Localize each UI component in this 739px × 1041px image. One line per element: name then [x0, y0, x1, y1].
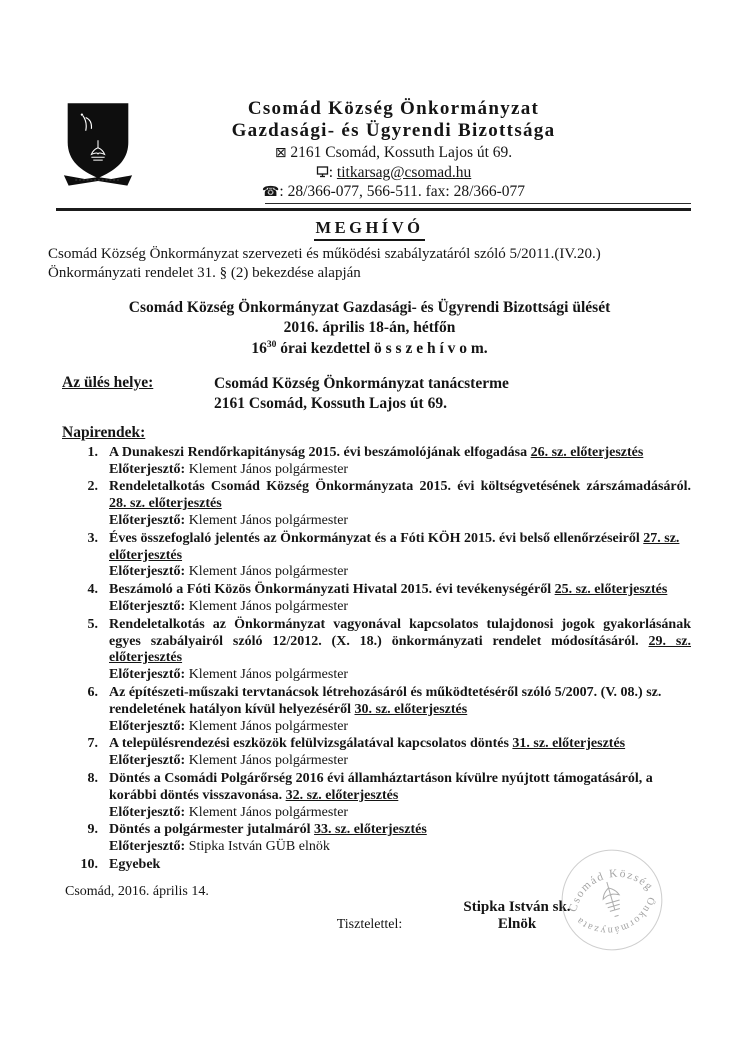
agenda-item-body — [109, 531, 691, 581]
agenda-item — [62, 685, 691, 735]
agenda-item-title — [109, 479, 691, 513]
agenda-item-number: 3. — [87, 530, 98, 546]
agenda-item-title — [109, 582, 691, 599]
agenda-item-body — [109, 736, 691, 770]
proposal-ref: 31. sz. előterjesztés — [512, 736, 626, 752]
agenda-item-title — [109, 445, 691, 462]
agenda-item-title — [109, 822, 691, 839]
agenda-title-text: Éves összefoglaló jelentés az Önkormányzat és a Fóti KÖH 2015. évi belső ellenőrzéseiről — [109, 530, 644, 546]
presenter-name: Klement János polgármester — [185, 804, 349, 820]
presenter-label: Előterjesztő: — [109, 718, 186, 734]
presenter-label: Előterjesztő: — [109, 839, 186, 855]
agenda-item-body — [109, 445, 691, 479]
presenter-label: Előterjesztő: — [109, 753, 186, 769]
location-label: Az ülés helye: — [62, 373, 154, 391]
closing-salutation: Tisztelettel: — [336, 916, 403, 932]
agenda-title-text: Egyebek — [109, 857, 161, 872]
agenda-item-title — [109, 736, 691, 753]
presenter-line — [109, 667, 691, 684]
presenter-name: Klement János polgármester — [185, 461, 349, 477]
agenda-item — [62, 479, 691, 529]
summons-time — [48, 339, 691, 360]
agenda-title-text: Beszámoló a Fóti Közös Önkormányzati Hivatal 2015. évi tevékenységéről — [109, 582, 555, 598]
presenter-name: Klement János polgármester — [185, 753, 349, 769]
org-header — [138, 98, 691, 201]
meeting-location — [62, 374, 691, 414]
agenda-item-title — [109, 617, 691, 667]
presenter-line — [109, 839, 691, 856]
presenter-name: Stipka István GÜB elnök — [185, 839, 330, 855]
presenter-line — [109, 805, 691, 822]
agenda-item — [62, 531, 691, 581]
agenda-item-number: 8. — [87, 771, 98, 787]
signature-block — [450, 899, 584, 934]
agenda-item-body — [109, 479, 691, 529]
agenda-item-title — [109, 771, 691, 805]
agenda-item — [62, 445, 691, 479]
presenter-label: Előterjesztő: — [109, 599, 186, 615]
presenter-line — [109, 719, 691, 736]
presenter-label: Előterjesztő: — [109, 513, 186, 529]
coat-of-arms-icon — [62, 98, 134, 190]
agenda-item — [62, 822, 691, 856]
summons-time-rest: órai kezdettel ö s s z e h í v o m. — [276, 339, 488, 357]
email-separator: : — [328, 163, 334, 181]
presenter-label: Előterjesztő: — [109, 667, 186, 683]
org-committee: Gazdasági- és Ügyrendi Bizottsága — [231, 120, 556, 142]
agenda-item — [62, 857, 691, 874]
agenda-item-body — [109, 771, 691, 821]
agenda-title-text: Rendeletalkotás Csomád Község Önkormányzata 2015. évi költségvetésének zárszámadásáról. — [109, 479, 691, 495]
stamp-text-bottom: Önkormányzata — [573, 895, 657, 936]
header-rule — [56, 208, 691, 211]
agenda-title-text: Rendeletalkotás az Önkormányzat vagyonával kapcsolatos tulajdonosi jogok gyakorlásának egyes szabályairól szóló 12/2012. (X. 18.) önkormányzati rendelet módosításáról. — [109, 616, 691, 649]
proposal-ref: 26. sz. előterjesztés — [530, 444, 644, 460]
location-address: 2161 Csomád, Kossuth Lajos út 69. — [214, 394, 447, 412]
agenda-item-body — [109, 822, 691, 856]
agenda-heading: Napirendek: — [62, 423, 146, 441]
phone-text: 28/366-077, 566-511. fax: 28/366-077 — [287, 183, 526, 201]
proposal-ref: 28. sz. előterjesztés — [109, 496, 222, 512]
time-minutes-superscript: 30 — [266, 339, 277, 350]
agenda-item-number: 10. — [80, 857, 98, 872]
agenda-item-number: 2. — [87, 479, 98, 495]
presenter-line — [109, 599, 691, 616]
agenda-item — [62, 771, 691, 821]
summons-block — [48, 298, 691, 360]
time-hours: 16 — [251, 339, 267, 357]
presenter-name: Klement János polgármester — [185, 564, 349, 580]
phone-icon: ☎ — [261, 184, 280, 201]
phone-line — [138, 183, 649, 201]
agenda-item-title — [109, 857, 691, 874]
agenda-list — [62, 445, 691, 874]
presenter-name: Klement János polgármester — [185, 667, 349, 683]
agenda-title-text: Döntés a Csomádi Polgárőrség 2016 évi államháztartáson kívülre nyújtott támogatásáról, a korábbi döntés visszavonása. — [109, 771, 653, 803]
agenda-item — [62, 736, 691, 770]
address-line — [138, 144, 649, 162]
agenda-item-number: 6. — [87, 685, 98, 701]
presenter-label: Előterjesztő: — [109, 804, 186, 820]
signer-title: Elnök — [497, 916, 537, 933]
presenter-name: Klement János polgármester — [185, 513, 349, 529]
agenda-title-text: Döntés a polgármester jutalmáról — [109, 822, 315, 838]
proposal-ref: 32. sz. előterjesztés — [285, 787, 399, 803]
proposal-ref: 27. sz. előterjesztés — [109, 530, 680, 563]
presenter-name: Klement János polgármester — [185, 718, 349, 734]
agenda-item-number: 4. — [87, 582, 98, 598]
legal-basis-paragraph: Csomád Község Önkormányzat szervezeti és működési szabályzatáról szóló 5/2011.(IV.20.) Önkormányzati rendelet 31. § (2) bekezdése alapján — [48, 245, 601, 282]
agenda-item-number: 9. — [87, 822, 98, 838]
agenda-title-text: A Dunakeszi Rendőrkapitányság 2015. évi beszámolójának elfogadása — [109, 444, 531, 460]
agenda-item-number: 7. — [87, 736, 98, 752]
presenter-line — [109, 513, 691, 530]
summons-subject: Csomád Község Önkormányzat Gazdasági- és Ügyrendi Bizottsági ülését — [128, 298, 611, 316]
document-title: MEGHÍVÓ — [314, 218, 426, 241]
location-venue: Csomád Község Önkormányzat tanácsterme — [214, 374, 509, 392]
agenda-title-text: Az építészeti-műszaki tervtanácsok létrehozásáról és működtetéséről szóló 5/2007. (V. 08.) sz. rendeletének hatályon kívül helyezéséről — [109, 685, 662, 717]
stamp-text-top: Csomád Község — [567, 867, 656, 914]
agenda-item-number: 1. — [87, 444, 98, 460]
presenter-line — [109, 462, 691, 479]
address-text: 2161 Csomád, Kossuth Lajos út 69. — [290, 144, 513, 162]
envelope-icon: ⊠ — [274, 145, 287, 162]
agenda-item-title — [109, 531, 691, 565]
coat-of-arms — [62, 98, 138, 195]
org-name: Csomád Község Önkormányzat — [247, 98, 540, 119]
presenter-line — [109, 753, 691, 770]
agenda-item — [62, 617, 691, 684]
proposal-ref: 29. sz. előterjesztés — [109, 633, 691, 666]
agenda-item-body — [109, 582, 691, 616]
agenda-item-number: 5. — [87, 616, 98, 632]
presenter-label: Előterjesztő: — [109, 564, 186, 580]
letterhead — [48, 0, 691, 201]
header-underline — [265, 203, 691, 204]
email-line — [138, 164, 649, 181]
agenda-title-text: A településrendezési eszközök felülvizsgálatával kapcsolatos döntés — [109, 736, 513, 752]
agenda-item — [62, 582, 691, 616]
proposal-ref: 33. sz. előterjesztés — [314, 822, 427, 838]
email-text: titkarsag@csomad.hu — [336, 163, 472, 181]
signer-name: Stipka István sk. — [463, 899, 571, 915]
agenda-item-body — [109, 617, 691, 684]
presenter-label: Előterjesztő: — [109, 461, 186, 477]
computer-icon — [316, 166, 329, 178]
presenter-line — [109, 564, 691, 581]
proposal-ref: 25. sz. előterjesztés — [554, 582, 668, 598]
presenter-name: Klement János polgármester — [185, 599, 349, 615]
agenda-item-title — [109, 685, 691, 719]
location-value — [214, 374, 509, 414]
phone-separator: : — [279, 183, 284, 201]
agenda-item-body — [109, 857, 691, 874]
proposal-ref: 30. sz. előterjesztés — [354, 701, 468, 717]
date-line: Csomád, 2016. április 14. — [65, 883, 209, 899]
summons-date: 2016. április 18-án, hétfőn — [283, 319, 456, 337]
agenda-item-body — [109, 685, 691, 735]
